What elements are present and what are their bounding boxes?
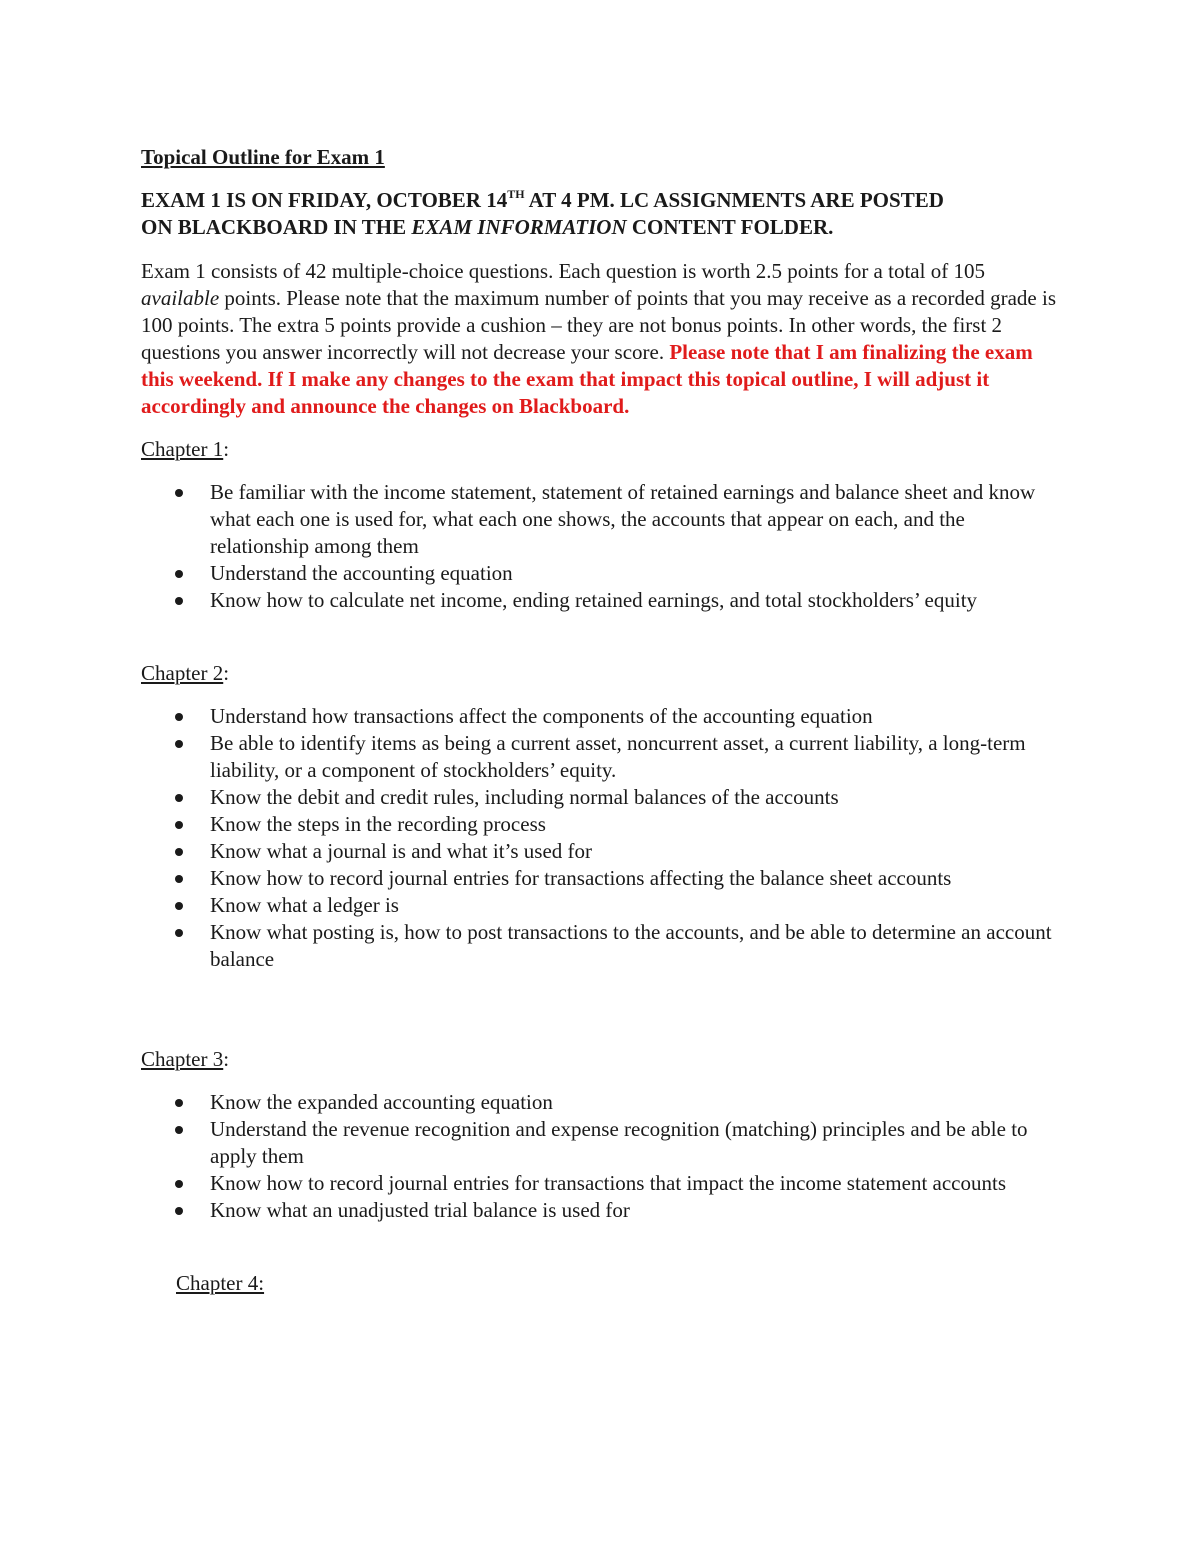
list-item — [141, 1116, 1061, 1170]
list-item — [141, 865, 1061, 892]
description-text-2: points. Please note that the maximum number of points that you may receive as a recorded grade is 100 points. The extra 5 points provide a cushion – they are not bonus points. In other words, the first 2 questions you answer incorrectly will not decrease your score. — [141, 286, 1056, 364]
announcement-date-text: EXAM 1 IS ON FRIDAY, OCTOBER 14 — [141, 188, 508, 212]
list-item — [141, 919, 1061, 973]
available-emphasis: available — [141, 286, 220, 310]
list-item-text: Know the debit and credit rules, including normal balances of the accounts — [210, 785, 839, 809]
list-item — [141, 587, 1061, 614]
chapter-2-label: Chapter 2 — [141, 661, 224, 685]
chapter-2-colon: : — [223, 661, 230, 685]
list-item — [141, 784, 1061, 811]
list-item — [141, 730, 1061, 784]
bullet-icon — [175, 821, 183, 829]
document-content — [141, 144, 1061, 1313]
description-text-1: Exam 1 consists of 42 multiple-choice questions. Each question is worth 2.5 points for a total of 105 — [141, 259, 985, 283]
list-item-text: Know the steps in the recording process — [210, 812, 546, 836]
bullet-icon — [175, 740, 183, 748]
list-item — [141, 1197, 1061, 1224]
list-item-text: Know how to calculate net income, ending retained earnings, and total stockholders’ equity — [210, 588, 978, 612]
list-item — [141, 703, 1061, 730]
bullet-icon — [175, 875, 183, 883]
announcement-location-text: ON BLACKBOARD IN THE — [141, 215, 412, 239]
chapter-2-heading — [141, 660, 1061, 687]
chapter-3-topics — [141, 1089, 1061, 1224]
bullet-icon — [175, 713, 183, 721]
list-item-text: Know what an unadjusted trial balance is used for — [210, 1198, 630, 1222]
bullet-icon — [175, 929, 183, 937]
list-item-text: Know how to record journal entries for transactions affecting the balance sheet accounts — [210, 866, 952, 890]
chapter-3-colon: : — [223, 1047, 230, 1071]
list-item-text: Understand the accounting equation — [210, 561, 513, 585]
chapter-4-heading — [141, 1270, 1061, 1297]
list-item — [141, 892, 1061, 919]
bullet-icon — [175, 570, 183, 578]
list-item — [141, 479, 1061, 560]
list-item-text: Know how to record journal entries for transactions that impact the income statement accounts — [210, 1171, 1007, 1195]
list-item-text: Know what a ledger is — [210, 893, 399, 917]
exam-description — [141, 258, 1061, 420]
exam-announcement — [141, 187, 1061, 241]
chapter-1-topics — [141, 479, 1061, 614]
list-item-text: Be able to identify items as being a current asset, noncurrent asset, a current liability, a long-term liability, or a component of stockholders’ equity. — [210, 731, 1026, 782]
list-item — [141, 838, 1061, 865]
chapter-4-label: Chapter 4: — [176, 1271, 265, 1295]
list-item-text: Know the expanded accounting equation — [210, 1090, 553, 1114]
announcement-folder-text: CONTENT FOLDER. — [626, 215, 834, 239]
date-superscript: TH — [507, 187, 525, 201]
list-item — [141, 1170, 1061, 1197]
bullet-icon — [175, 794, 183, 802]
chapter-2-topics — [141, 703, 1061, 973]
list-item — [141, 1089, 1061, 1116]
chapter-1-colon: : — [223, 437, 230, 461]
announcement-time-text: AT 4 PM. LC ASSIGNMENTS ARE POSTED — [524, 188, 944, 212]
bullet-icon — [175, 1180, 183, 1188]
chapter-3-label: Chapter 3 — [141, 1047, 224, 1071]
chapter-3-heading — [141, 1046, 1061, 1073]
bullet-icon — [175, 902, 183, 910]
list-item — [141, 811, 1061, 838]
list-item-text: Know what a journal is and what it’s used for — [210, 839, 593, 863]
bullet-icon — [175, 1207, 183, 1215]
list-item — [141, 560, 1061, 587]
bullet-icon — [175, 1126, 183, 1134]
chapter-1-heading — [141, 436, 1061, 463]
folder-name: EXAM INFORMATION — [411, 215, 627, 239]
list-item-text: Be familiar with the income statement, statement of retained earnings and balance sheet and know what each one is used for, what each one shows, the accounts that appear on each, and the relationship among them — [210, 480, 1036, 558]
list-item-text: Understand how transactions affect the components of the accounting equation — [210, 704, 873, 728]
chapter-1-label: Chapter 1 — [141, 437, 224, 461]
bullet-icon — [175, 597, 183, 605]
bullet-icon — [175, 848, 183, 856]
bullet-icon — [175, 1099, 183, 1107]
page-title: Topical Outline for Exam 1 — [141, 145, 385, 169]
bullet-icon — [175, 489, 183, 497]
list-item-text: Understand the revenue recognition and expense recognition (matching) principles and be able to apply them — [210, 1117, 1028, 1168]
list-item-text: Know what posting is, how to post transactions to the accounts, and be able to determine an account balance — [210, 920, 1052, 971]
finalizing-notice: Please note that I am finalizing the exam this weekend. If I make any changes to the exam that impact this topical outline, I will adjust it accordingly and announce the changes on Blackboard. — [141, 340, 1033, 418]
